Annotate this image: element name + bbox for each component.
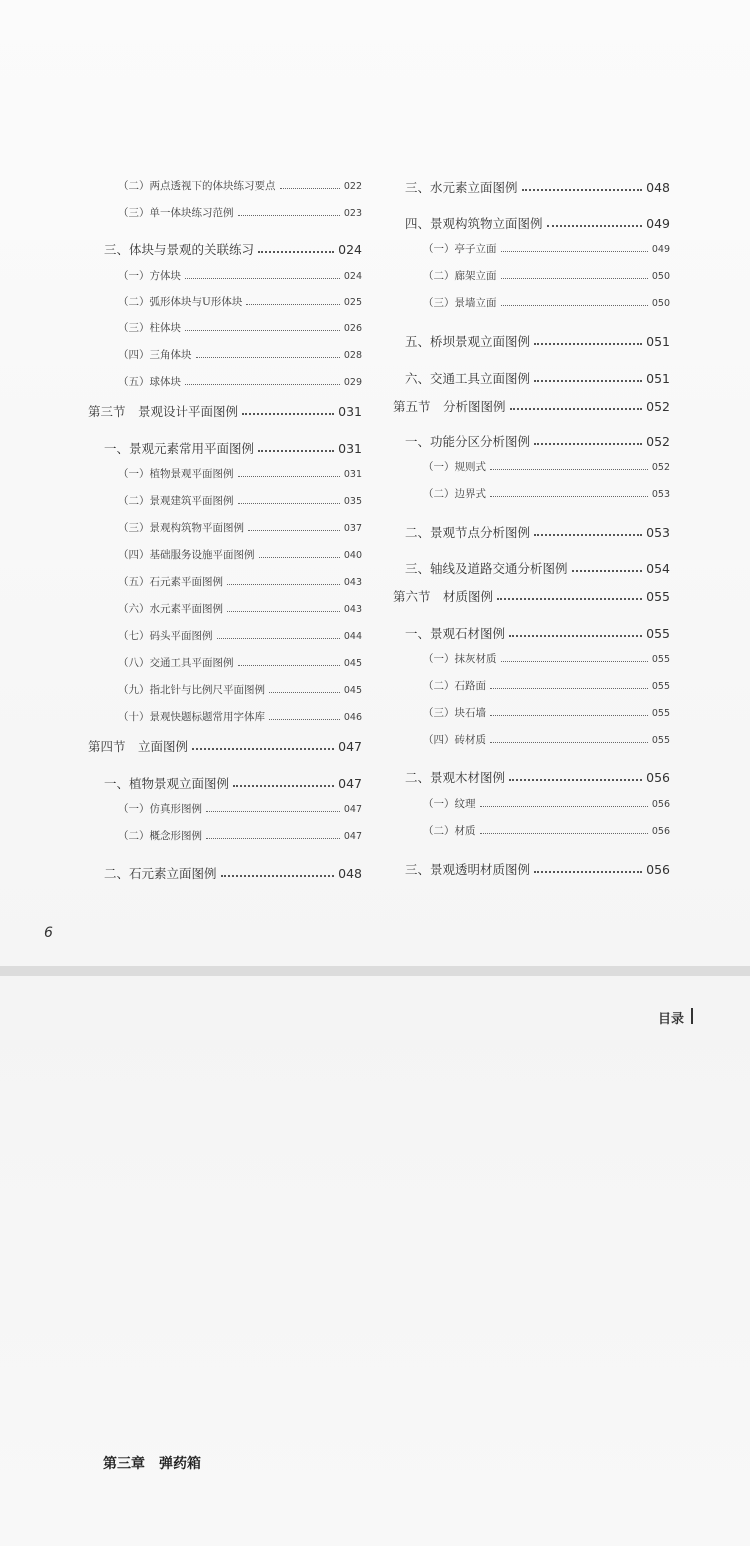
toc-entry-page: 024 <box>338 242 362 257</box>
toc-entry-page: 047 <box>338 739 362 754</box>
toc-entry-page: 026 <box>343 323 362 334</box>
toc-entry-label: 二、石元素立面图例 <box>104 866 217 881</box>
toc-entry[interactable] <box>405 768 670 786</box>
dot-leader <box>246 303 340 305</box>
toc-entry[interactable] <box>423 678 670 693</box>
dot-leader <box>227 610 340 612</box>
toc-entry-label: （一）方体块 <box>118 270 181 282</box>
toc-entry-label: 第四节 立面图例 <box>88 739 189 754</box>
dot-leader <box>501 660 648 662</box>
toc-entry-label: 三、轴线及道路交通分析图例 <box>405 561 568 576</box>
toc-entry-label: 二、景观节点分析图例 <box>405 525 531 540</box>
toc-entry[interactable] <box>88 737 362 755</box>
toc-entry[interactable] <box>423 459 670 474</box>
toc-entry[interactable] <box>118 709 362 724</box>
toc-entry-label: （三）单一体块练习范例 <box>118 207 234 219</box>
toc-entry-label: （三）柱体块 <box>118 322 181 334</box>
toc-entry-page: 052 <box>646 434 670 449</box>
toc-entry[interactable] <box>423 651 670 666</box>
toc-entry[interactable] <box>118 601 362 616</box>
toc-entry[interactable] <box>118 682 362 697</box>
dot-leader <box>269 718 340 720</box>
dot-leader <box>185 383 340 385</box>
dot-leader <box>490 687 648 689</box>
toc-page-bottom <box>0 976 750 1546</box>
chapter-title: 第三章 弹药箱 <box>103 1456 201 1472</box>
toc-entry-label: （五）球体块 <box>118 376 181 388</box>
toc-entry-label: 二、景观木材图例 <box>405 770 506 785</box>
toc-entry-label: （二）材质 <box>423 825 476 837</box>
toc-entry[interactable] <box>118 655 362 670</box>
dot-leader <box>509 634 642 637</box>
toc-entry[interactable] <box>405 624 670 642</box>
dot-leader <box>217 637 340 639</box>
toc-entry-page: 043 <box>343 577 362 588</box>
toc-entry[interactable] <box>118 628 362 643</box>
dot-leader <box>510 407 643 410</box>
toc-entry-label: 第五节 分析图图例 <box>393 399 506 414</box>
toc-entry-page: 055 <box>651 654 670 665</box>
toc-entry[interactable] <box>118 466 362 481</box>
toc-entry-page: 055 <box>651 708 670 719</box>
toc-entry[interactable] <box>405 523 670 541</box>
dot-leader <box>238 664 340 666</box>
toc-entry-page: 045 <box>343 685 362 696</box>
toc-entry-label: 一、功能分区分析图例 <box>405 434 531 449</box>
toc-entry-page: 045 <box>343 658 362 669</box>
toc-entry[interactable] <box>118 268 362 283</box>
toc-entry-page: 054 <box>646 561 670 576</box>
toc-entry-label: （二）弧形体块与U形体块 <box>118 296 243 308</box>
toc-entry-label: 一、植物景观立面图例 <box>104 776 230 791</box>
toc-entry-page: 050 <box>651 271 670 282</box>
dot-leader <box>534 870 642 873</box>
toc-entry-page: 047 <box>343 804 362 815</box>
toc-entry-page: 047 <box>338 776 362 791</box>
dot-leader <box>206 837 340 839</box>
toc-entry[interactable] <box>118 294 362 309</box>
toc-entry-label: （二）廊架立面 <box>423 270 497 282</box>
toc-entry[interactable] <box>118 493 362 508</box>
dot-leader <box>534 342 642 345</box>
toc-entry[interactable] <box>118 320 362 335</box>
toc-entry[interactable] <box>118 374 362 389</box>
dot-leader <box>480 805 648 807</box>
toc-entry[interactable] <box>405 178 670 196</box>
toc-entry[interactable] <box>423 705 670 720</box>
running-head: 目录 <box>658 1012 685 1027</box>
toc-entry-label: （二）边界式 <box>423 488 486 500</box>
toc-entry-label: 一、景观石材图例 <box>405 626 506 641</box>
toc-entry-page: 055 <box>651 735 670 746</box>
dot-leader <box>196 356 340 358</box>
toc-entry[interactable] <box>405 432 670 450</box>
toc-entry[interactable] <box>423 268 670 283</box>
toc-entry-page: 048 <box>646 180 670 195</box>
dot-leader <box>206 810 340 812</box>
dot-leader <box>238 214 340 216</box>
toc-entry-label: （六）水元素平面图例 <box>118 603 223 615</box>
toc-entry-page: 048 <box>338 866 362 881</box>
toc-entry-label: （九）指北针与比例尺平面图例 <box>118 684 265 696</box>
dot-leader <box>238 475 340 477</box>
toc-entry-label: （三）景墙立面 <box>423 297 497 309</box>
toc-entry-label: （一）纹理 <box>423 798 476 810</box>
toc-entry-page: 056 <box>651 826 670 837</box>
dot-leader <box>248 529 340 531</box>
toc-entry-label: 六、交通工具立面图例 <box>405 371 531 386</box>
toc-entry[interactable] <box>423 486 670 501</box>
dot-leader <box>501 304 648 306</box>
page-gap <box>0 966 750 976</box>
toc-entry-page: 050 <box>651 298 670 309</box>
toc-entry-label: （三）景观构筑物平面图例 <box>118 522 244 534</box>
toc-entry[interactable] <box>118 178 362 193</box>
dot-leader <box>490 714 648 716</box>
toc-entry-page: 055 <box>646 626 670 641</box>
toc-entry-label: 三、水元素立面图例 <box>405 180 518 195</box>
toc-entry[interactable] <box>88 402 362 420</box>
toc-entry-label: （七）码头平面图例 <box>118 630 213 642</box>
dot-leader <box>490 468 648 470</box>
dot-leader <box>490 741 648 743</box>
toc-entry-label: （四）砖材质 <box>423 734 486 746</box>
dot-leader <box>534 533 642 536</box>
toc-entry[interactable] <box>423 823 670 838</box>
toc-entry-page: 037 <box>343 523 362 534</box>
toc-entry[interactable] <box>405 214 670 232</box>
dot-leader <box>572 569 643 572</box>
toc-entry-page: 049 <box>646 216 670 231</box>
toc-entry-page: 023 <box>343 208 362 219</box>
dot-leader <box>185 329 340 331</box>
dot-leader <box>490 495 648 497</box>
toc-entry[interactable] <box>118 574 362 589</box>
toc-entry-page: 056 <box>646 862 670 877</box>
dot-leader <box>221 874 335 877</box>
toc-entry-label: 四、景观构筑物立面图例 <box>405 216 543 231</box>
toc-entry-page: 056 <box>651 799 670 810</box>
toc-entry-label: （四）三角体块 <box>118 349 192 361</box>
toc-entry-page: 044 <box>343 631 362 642</box>
toc-entry-page: 025 <box>343 297 362 308</box>
dot-leader <box>501 250 648 252</box>
toc-entry[interactable] <box>423 241 670 256</box>
toc-entry-page: 031 <box>343 469 362 480</box>
toc-entry[interactable] <box>423 796 670 811</box>
toc-entry-page: 055 <box>646 589 670 604</box>
toc-entry-label: （二）两点透视下的体块练习要点 <box>118 180 276 192</box>
toc-entry-page: 046 <box>343 712 362 723</box>
toc-entry-label: （一）仿真形图例 <box>118 803 202 815</box>
dot-leader <box>233 784 334 787</box>
dot-leader <box>480 832 648 834</box>
toc-entry-page: 052 <box>651 462 670 473</box>
dot-leader <box>238 502 340 504</box>
page-number: 6 <box>44 925 53 941</box>
running-head-bar <box>691 1008 693 1024</box>
toc-entry-page: 029 <box>343 377 362 388</box>
toc-entry-label: （八）交通工具平面图例 <box>118 657 234 669</box>
toc-entry-page: 028 <box>343 350 362 361</box>
toc-entry-label: 五、桥坝景观立面图例 <box>405 334 531 349</box>
toc-entry-page: 031 <box>338 404 362 419</box>
toc-entry[interactable] <box>118 828 362 843</box>
toc-entry-page: 051 <box>646 371 670 386</box>
toc-entry-label: （一）抹灰材质 <box>423 653 497 665</box>
toc-entry-label: 三、景观透明材质图例 <box>405 862 531 877</box>
toc-entry[interactable] <box>423 295 670 310</box>
toc-entry-page: 022 <box>343 181 362 192</box>
toc-entry-page: 040 <box>343 550 362 561</box>
dot-leader <box>258 250 334 253</box>
toc-entry[interactable] <box>423 732 670 747</box>
toc-entry-page: 053 <box>646 525 670 540</box>
toc-entry-label: （二）概念形图例 <box>118 830 202 842</box>
toc-entry-page: 051 <box>646 334 670 349</box>
toc-entry[interactable] <box>104 774 362 792</box>
toc-entry[interactable] <box>118 520 362 535</box>
toc-entry[interactable] <box>405 559 670 577</box>
toc-entry-label: 三、体块与景观的关联练习 <box>104 242 255 257</box>
dot-leader <box>269 691 340 693</box>
dot-leader <box>534 442 642 445</box>
toc-entry-page: 053 <box>651 489 670 500</box>
toc-entry-label: （四）基础服务设施平面图例 <box>118 549 255 561</box>
dot-leader <box>227 583 340 585</box>
toc-entry-page: 052 <box>646 399 670 414</box>
toc-entry-label: 一、景观元素常用平面图例 <box>104 441 255 456</box>
dot-leader <box>522 188 643 191</box>
toc-entry-label: （二）景观建筑平面图例 <box>118 495 234 507</box>
toc-entry-label: （五）石元素平面图例 <box>118 576 223 588</box>
dot-leader <box>185 277 340 279</box>
toc-entry-label: 第三节 景观设计平面图例 <box>88 404 239 419</box>
toc-entry[interactable] <box>118 801 362 816</box>
toc-entry[interactable] <box>405 332 670 350</box>
toc-entry-page: 056 <box>646 770 670 785</box>
dot-leader <box>242 412 334 415</box>
toc-entry[interactable] <box>118 347 362 362</box>
dot-leader <box>534 379 642 382</box>
toc-entry-label: （一）规则式 <box>423 461 486 473</box>
toc-entry[interactable] <box>118 547 362 562</box>
toc-entry-label: （十）景观快题标题常用字体库 <box>118 711 265 723</box>
toc-entry-page: 055 <box>651 681 670 692</box>
dot-leader <box>259 556 340 558</box>
toc-entry-page: 024 <box>343 271 362 282</box>
toc-entry[interactable] <box>104 439 362 457</box>
toc-entry-page: 047 <box>343 831 362 842</box>
toc-entry[interactable] <box>405 860 670 878</box>
toc-entry[interactable] <box>104 240 362 258</box>
toc-entry-page: 043 <box>343 604 362 615</box>
dot-leader <box>258 449 334 452</box>
dot-leader <box>280 187 340 189</box>
dot-leader <box>192 747 334 750</box>
toc-entry-label: （一）植物景观平面图例 <box>118 468 234 480</box>
toc-entry-page: 049 <box>651 244 670 255</box>
toc-entry-label: （二）石路面 <box>423 680 486 692</box>
dot-leader <box>509 778 642 781</box>
toc-entry[interactable] <box>405 369 670 387</box>
toc-entry-label: （一）亭子立面 <box>423 243 497 255</box>
toc-entry-label: 第六节 材质图例 <box>393 589 494 604</box>
dot-leader <box>501 277 648 279</box>
toc-entry[interactable] <box>393 587 670 605</box>
toc-entry-page: 035 <box>343 496 362 507</box>
toc-entry[interactable] <box>118 205 362 220</box>
toc-entry-label: （三）块石墙 <box>423 707 486 719</box>
toc-entry-page: 031 <box>338 441 362 456</box>
dot-leader <box>547 224 643 227</box>
toc-entry[interactable] <box>104 864 362 882</box>
toc-entry[interactable] <box>393 397 670 415</box>
dot-leader <box>497 597 642 600</box>
